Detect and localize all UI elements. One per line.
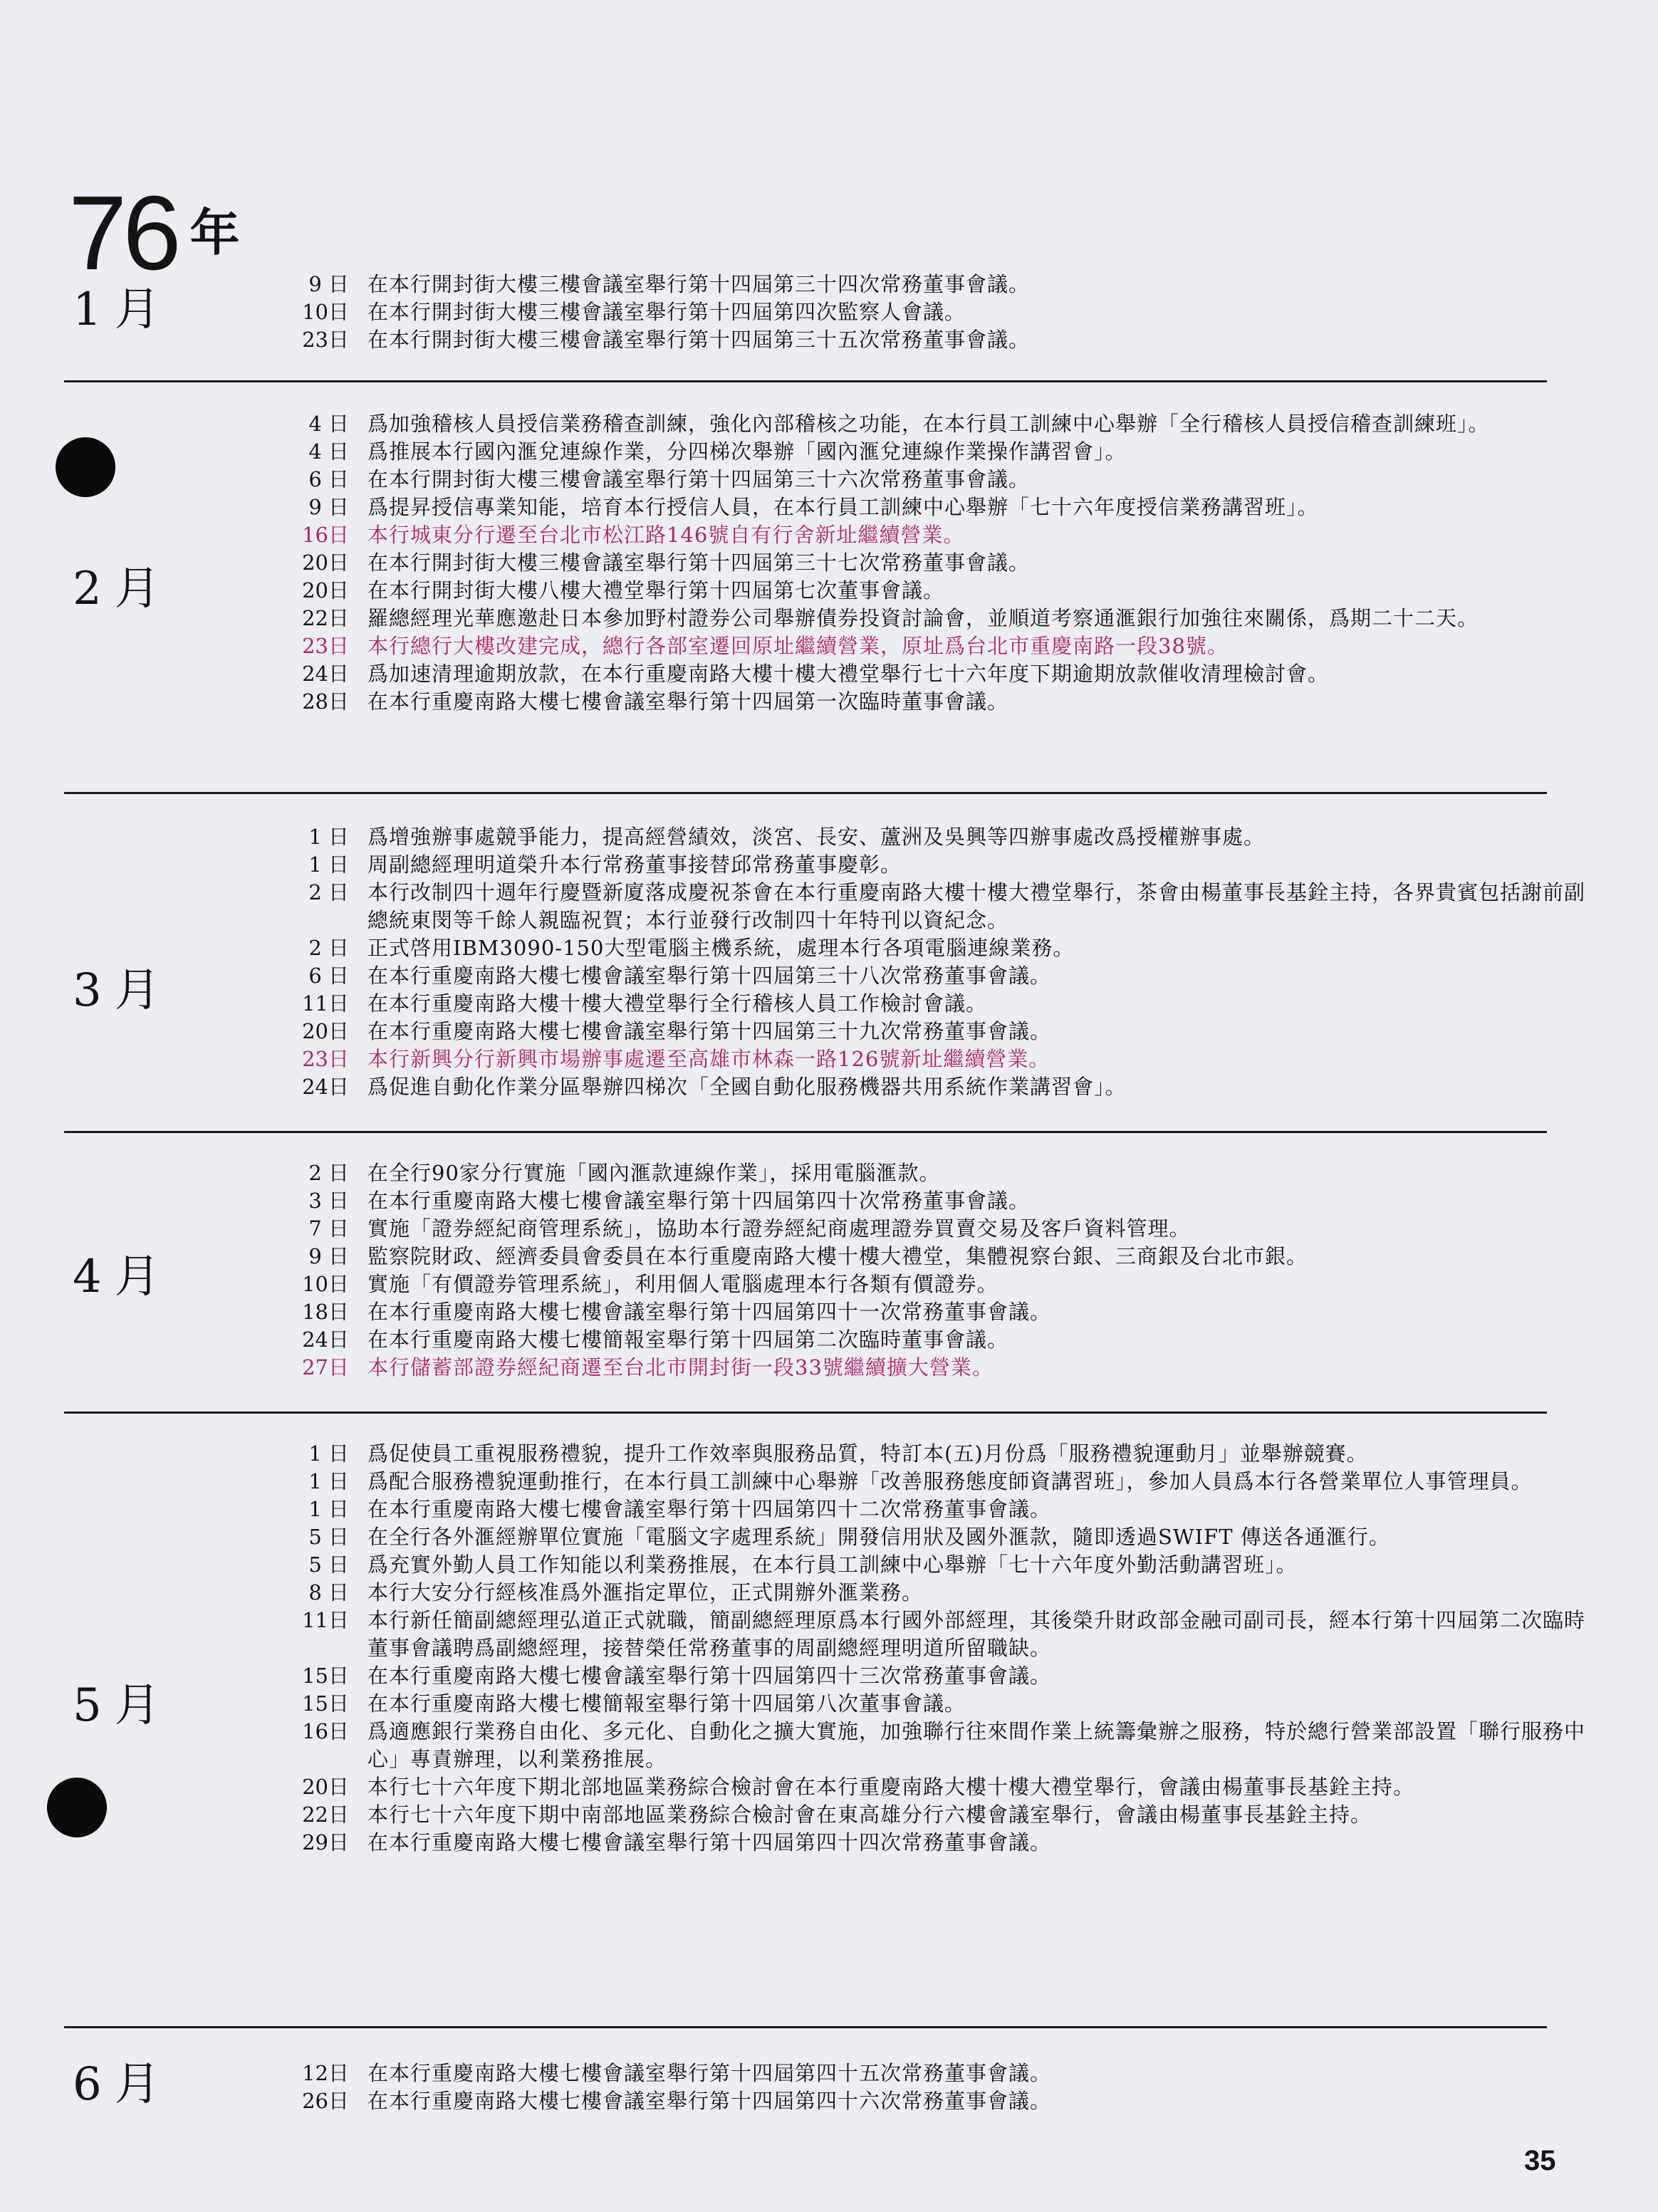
event-row: 24日 爲促進自動化作業分區舉辦四梯次「全國自動化服務機器共用系統作業講習會」。 (302, 1075, 1127, 1099)
event-row: 15日 在本行重慶南路大樓七樓簡報室舉行第十四屆第八次董事會議。 (302, 1691, 966, 1716)
event-row: 29日 在本行重慶南路大樓七樓會議室舉行第十四屆第四十四次常務董事會議。 (302, 1830, 1052, 1854)
event-row-highlighted: 27日 本行儲蓄部證券經紀商遷至台北市開封街一段33號繼續擴大營業。 (302, 1355, 994, 1379)
event-row: 18日 在本行重慶南路大樓七樓會議室舉行第十四屆第四十一次常務董事會議。 (302, 1300, 1052, 1324)
event-row: 8 日 本行大安分行經核准爲外滙指定單位，正式開辦外滙業務。 (308, 1580, 924, 1605)
event-list (278, 823, 1617, 1101)
event-row: 10日 實施「有價證券管理系統」，利用個人電腦處理本行各類有價證券。 (302, 1272, 999, 1296)
month-label: 4 月 (73, 1251, 160, 1303)
event-row: 9 日 爲提昇授信專業知能，培育本行授信人員，在本行員工訓練中心舉辦「七十六年度授信業務講習班」。 (308, 495, 1319, 519)
event-row-highlighted: 23日 本行總行大樓改建完成，總行各部室遷回原址繼續營業，原址爲台北市重慶南路一段38號。 (302, 634, 1229, 658)
event-row: 23日 在本行開封街大樓三樓會議室舉行第十四屆第三十五次常務董事會議。 (302, 328, 1031, 352)
event-row: 3 日 在本行重慶南路大樓七樓會議室舉行第十四屆第四十次常務董事會議。 (308, 1189, 1031, 1213)
event-row: 2 日 正式啓用IBM3090-150大型電腦主機系統，處理本行各項電腦連線業務。 (308, 936, 1075, 960)
event-row: 12日 在本行重慶南路大樓七樓會議室舉行第十四屆第四十五次常務董事會議。 (302, 2061, 1052, 2085)
event-list (278, 271, 1617, 354)
event-row: 20日 在本行開封街大樓三樓會議室舉行第十四屆第三十七次常務董事會議。 (302, 551, 1031, 575)
event-row: 1 日 在本行重慶南路大樓七樓會議室舉行第十四屆第四十二次常務董事會議。 (308, 1497, 1052, 1521)
event-row: 28日 在本行重慶南路大樓七樓會議室舉行第十四屆第一次臨時董事會議。 (302, 689, 1009, 714)
event-row: 5 日 爲充實外勤人員工作知能以利業務推展，在本行員工訓練中心舉辦「七十六年度外勤活動講習班」。 (308, 1553, 1298, 1577)
event-row: 20日 在本行開封街大樓八樓大禮堂舉行第十四屆第七次董事會議。 (302, 578, 945, 602)
event-row: 1 日 爲配合服務禮貌運動推行，在本行員工訓練中心舉辦「改善服務態度師資講習班」，參加人員爲本行各營業單位人事管理員。 (308, 1469, 1533, 1493)
event-row: 1 日 周副總經理明道榮升本行常務董事接替邱常務董事慶彰。 (308, 852, 902, 877)
year-unit: 年 (189, 204, 240, 262)
event-row: 10日 在本行開封街大樓三樓會議室舉行第十四屆第四次監察人會議。 (302, 300, 966, 324)
event-row: 20日 在本行重慶南路大樓七樓會議室舉行第十四屆第三十九次常務董事會議。 (302, 1019, 1052, 1043)
section-divider (64, 792, 1547, 794)
event-row: 7 日 實施「證券經紀商管理系統」，協助本行證券經紀商處理證券買賣交易及客戶資料管理。 (308, 1216, 1191, 1241)
event-list (278, 2060, 1617, 2115)
section-divider (64, 380, 1547, 382)
month-label: 6 月 (73, 2058, 160, 2111)
month-label: 3 月 (73, 964, 160, 1017)
month-label: 5 月 (73, 1679, 160, 1732)
event-row: 20日 本行七十六年度下期北部地區業務綜合檢討會在本行重慶南路大樓十樓大禮堂舉行，會議由楊董事長基銓主持。 (302, 1775, 1415, 1799)
event-row: 2 日 在全行90家分行實施「國內滙款連線作業」，採用電腦滙款。 (308, 1161, 941, 1185)
event-row: 6 日 在本行重慶南路大樓七樓會議室舉行第十四屆第三十八次常務董事會議。 (308, 964, 1052, 988)
event-row: 24日 在本行重慶南路大樓七樓簡報室舉行第十四屆第二次臨時董事會議。 (302, 1327, 1009, 1352)
event-row: 22日 羅總經理光華應邀赴日本參加野村證券公司舉辦債券投資討論會，並順道考察通滙銀行加強往來關係，爲期二十二天。 (302, 606, 1479, 630)
month-label: 1 月 (73, 283, 160, 336)
event-row: 4 日 爲推展本行國內滙兌連線作業，分四梯次舉辦「國內滙兌連線作業操作講習會」。 (308, 439, 1127, 464)
event-row: 22日 本行七十六年度下期中南部地區業務綜合檢討會在東高雄分行六樓會議室舉行，會議由楊董事長基銓主持。 (302, 1803, 1372, 1827)
event-list (278, 1159, 1617, 1382)
event-row: 4 日 爲加強稽核人員授信業務稽查訓練，強化內部稽核之功能，在本行員工訓練中心舉辦「全行稽核人員授信稽查訓練班」。 (308, 412, 1490, 436)
event-row: 9 日 在本行開封街大樓三樓會議室舉行第十四屆第三十四次常務董事會議。 (308, 272, 1031, 296)
event-row: 16日 爲適應銀行業務自由化、多元化、自動化之擴大實施，加強聯行往來間作業上統籌彙辦之服務，特於總行營業部設置「聯行服務中心」專責辦理，以利業務推展。 (302, 1719, 1586, 1771)
section-divider (64, 1131, 1547, 1133)
year-number: 76 (68, 174, 177, 292)
event-row: 11日 在本行重慶南路大樓十樓大禮堂舉行全行稽核人員工作檢討會議。 (302, 991, 988, 1016)
event-row: 26日 在本行重慶南路大樓七樓會議室舉行第十四屆第四十六次常務董事會議。 (302, 2089, 1052, 2113)
event-list (278, 410, 1617, 716)
event-row-highlighted: 23日 本行新興分行新興市場辦事處遷至高雄市林森一路126號新址繼續營業。 (302, 1047, 1050, 1071)
event-row: 6 日 在本行開封街大樓三樓會議室舉行第十四屆第三十六次常務董事會議。 (308, 467, 1031, 491)
event-list (278, 1440, 1617, 1857)
page-number: 35 (1524, 2145, 1556, 2176)
event-row: 15日 在本行重慶南路大樓七樓會議室舉行第十四屆第四十三次常務董事會議。 (302, 1664, 1052, 1688)
event-row: 9 日 監察院財政、經濟委員會委員在本行重慶南路大樓十樓大禮堂，集體視察台銀、三商銀及台北市銀。 (308, 1244, 1308, 1268)
event-row: 1 日 爲促使員工重視服務禮貌，提升工作效率與服務品質，特訂本(五)月份爲「服務禮貌運動月」並舉辦競賽。 (308, 1441, 1368, 1466)
section-divider (64, 1412, 1547, 1414)
binder-hole-icon (47, 1778, 107, 1837)
event-row: 2 日 本行改制四十週年行慶暨新廈落成慶祝茶會在本行重慶南路大樓十樓大禮堂舉行，茶會由楊董事長基銓主持，各界貴賓包括謝前副總統東閔等千餘人親臨祝賀；本行並發行改制四十年特刊以資紀念。 (308, 880, 1586, 932)
event-row-highlighted: 16日 本行城東分行遷至台北市松江路146號自有行舍新址繼續營業。 (302, 523, 965, 547)
event-row: 24日 爲加速清理逾期放款，在本行重慶南路大樓十樓大禮堂舉行七十六年度下期逾期放款催收清理檢討會。 (302, 662, 1330, 686)
event-row: 11日 本行新任簡副總經理弘道正式就職，簡副總經理原爲本行國外部經理，其後榮升財政部金融司副司長，經本行第十四屆第二次臨時董事會議聘爲副總經理，接替榮任常務董事的周副總經理明道所留職缺。 (302, 1608, 1586, 1660)
month-label: 2 月 (73, 563, 160, 615)
section-divider (64, 2026, 1547, 2028)
event-row: 5 日 在全行各外滙經辦單位實施「電腦文字處理系統」開發信用狀及國外滙款，隨即透過SWIFT 傳送各通滙行。 (308, 1525, 1390, 1549)
year-title (68, 174, 240, 292)
event-row: 1 日 爲增強辦事處競爭能力，提高經營績效，淡宮、長安、蘆洲及吳興等四辦事處改爲授權辦事處。 (308, 825, 1266, 849)
binder-hole-icon (56, 437, 115, 497)
